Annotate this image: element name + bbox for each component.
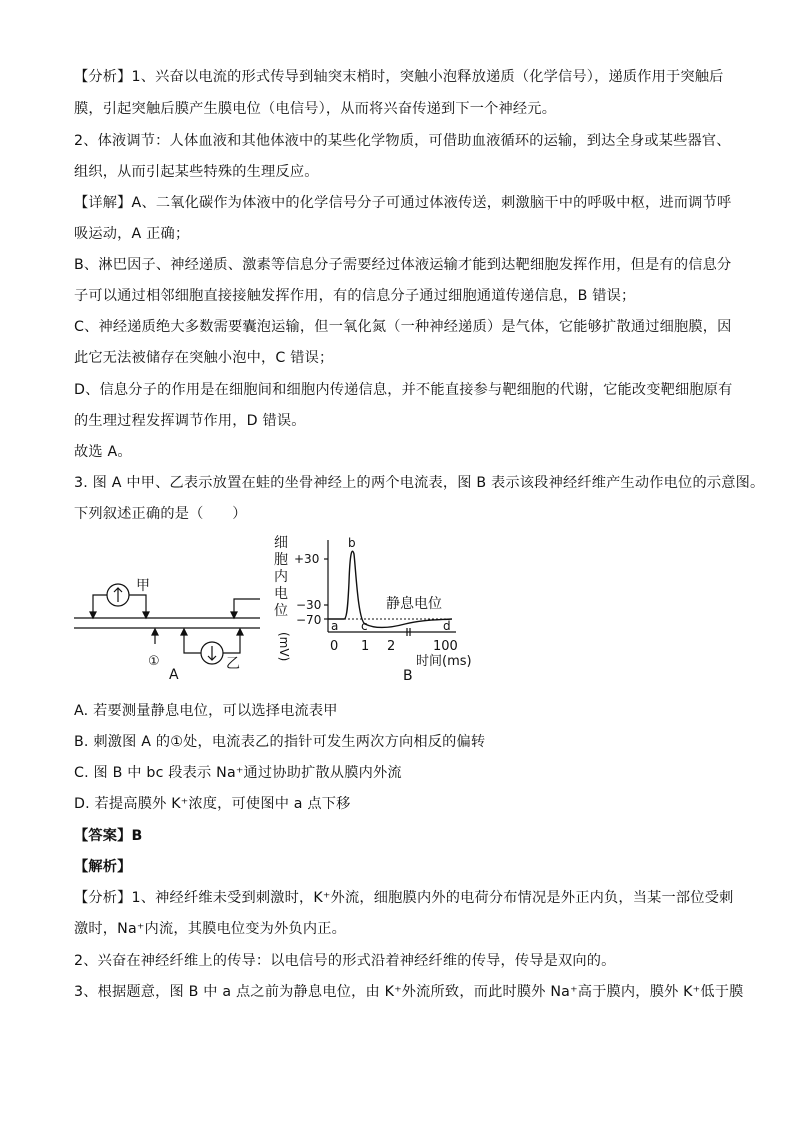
option-d: D. 若提高膜外 K⁺浓度，可使图中 a 点下移 [74,796,351,812]
option-b: B. 刺激图 A 的①处，电流表乙的指针可发生两次方向相反的偏转 [74,734,486,750]
meter-label-yi: 乙 [226,656,240,672]
svg-text:位: 位 [274,603,288,619]
text-line: 【分析】1、兴奋以电流的形式传导到轴突末梢时，突触小泡释放递质（化学信号），递质作用于突触后 [74,69,724,85]
text-line: 2、体液调节：人体血液和其他体液中的某些化学物质，可借助血液循环的运输，到达全身或某些器官、 [74,133,731,149]
answer-line: 【答案】B [74,828,143,844]
svg-text:内: 内 [274,569,288,585]
x-axis-label: 时间(ms) [416,654,472,669]
figure-svg [60,532,500,688]
text-line: 【分析】1、神经纤维未受到刺激时，K⁺外流，细胞膜内外的电荷分布情况是外正内负，当某一部位受刺 [74,890,734,906]
text-line: D、信息分子的作用是在细胞间和细胞内传递信息，并不能直接参与靶细胞的代谢，它能改变靶细胞原有 [74,382,733,398]
point-label-a: a [331,619,339,633]
x-tick-label: 0 [330,639,339,654]
option-a: A. 若要测量静息电位，可以选择电流表甲 [74,703,338,719]
svg-text:细: 细 [274,535,288,551]
text-line: 的生理过程发挥调节作用，D 错误。 [74,413,306,429]
point-label-b: b [348,536,356,550]
text-line: 吸运动，A 正确； [74,226,190,242]
text-line: 膜，引起突触后膜产生膜电位（电信号），从而将兴奋传递到下一个神经元。 [74,101,557,117]
svg-text:(mV): (mV) [277,632,291,662]
text-line: 激时，Na⁺内流，其膜电位变为外负内正。 [74,921,346,937]
stimulus-point-label: ① [148,654,160,669]
point-label-d: d [443,619,451,633]
text-line: 3、根据题意，图 B 中 a 点之前为静息电位，由 K⁺外流所致，而此时膜外 Na⁺高于膜内，膜外 K⁺低于膜 [74,984,744,1000]
x-tick-label: 100 [433,639,458,654]
resting-potential-label: 静息电位 [386,596,442,612]
figure-b-axes [324,540,456,636]
y-tick-label: −70 [296,613,322,627]
text-line: 【详解】A、二氧化碳作为体液中的化学信号分子可通过体液传送，刺激脑干中的呼吸中枢，进而调节呼 [74,195,732,211]
text-line: 组织，从而引起某些特殊的生理反应。 [74,164,319,180]
figure-b-label: B [403,668,413,684]
meter-label-jia: 甲 [136,578,150,594]
figure-a-label: A [169,667,179,683]
analysis-heading: 【解析】 [74,859,132,875]
text-line: 故选 A。 [74,444,132,460]
figure-a [74,584,260,664]
text-line: 此它无法被储存在突触小泡中，C 错误； [74,350,334,366]
y-tick-label: −30 [296,598,322,612]
question-stem: 下列叙述正确的是（ ） [74,506,247,522]
figure-b-y-axis-label [274,535,291,661]
point-label-c: c [361,619,368,633]
y-tick-label: +30 [294,552,320,566]
text-line: 2、兴奋在神经纤维上的传导：以电信号的形式沿着神经纤维的传导，传导是双向的。 [74,953,616,969]
action-potential-curve [328,551,452,627]
x-tick-label: 1 [361,639,370,654]
question-stem: 3. 图 A 中甲、乙表示放置在蛙的坐骨神经上的两个电流表，图 B 表示该段神经纤维产生动作电位的示意图。 [74,475,765,491]
svg-text:胞: 胞 [274,552,288,568]
question-figure [60,532,500,688]
text-line: 子可以通过相邻细胞直接接触发挥作用，有的信息分子通过细胞通道传递信息，B 错误； [74,288,636,304]
x-tick-label: 2 [387,639,396,654]
option-c: C. 图 B 中 bc 段表示 Na⁺通过协助扩散从膜内外流 [74,765,402,781]
svg-text:电: 电 [274,586,288,602]
text-line: C、神经递质绝大多数需要囊泡运输，但一氧化氮（一种神经递质）是气体，它能够扩散通过细胞膜，因 [74,319,732,335]
text-line: B、淋巴因子、神经递质、激素等信息分子需要经过体液运输才能到达靶细胞发挥作用，但是有的信息分 [74,257,732,273]
